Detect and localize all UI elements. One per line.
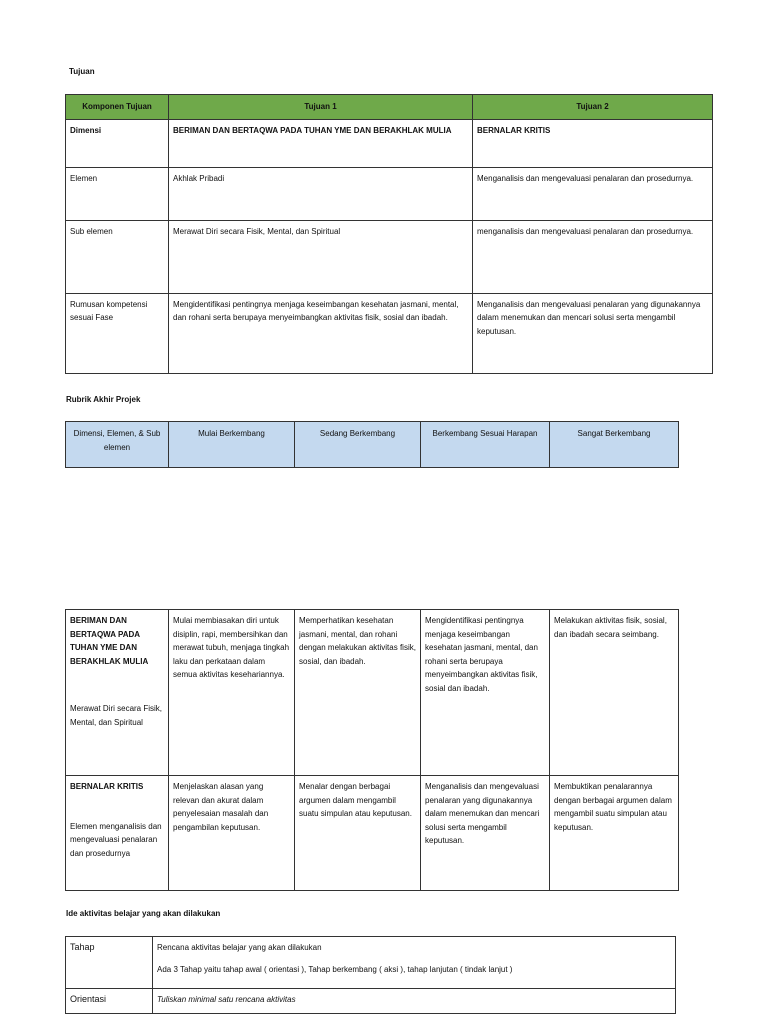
table-row (66, 119, 713, 167)
tujuan-2-cell: BERNALAR KRITIS (473, 119, 713, 167)
tujuan-2-cell: menganalisis dan mengevaluasi penalaran dan prosedurnya. (473, 220, 713, 293)
table-row (66, 220, 713, 293)
row-label: Rumusan kompetensi sesuai Fase (66, 293, 169, 373)
tujuan-heading: Tujuan (69, 67, 95, 76)
row-label: Dimensi (66, 119, 169, 167)
dimension-cell (66, 610, 169, 776)
tujuan-1-cell: Merawat Diri secara Fisik, Mental, dan Spiritual (169, 220, 473, 293)
tujuan-1-cell: Mengidentifikasi pentingnya menjaga keseimbangan kesehatan jasmani, mental, dan rohani serta berupaya menyeimbangkan aktivitas fisik, sosial dan ibadah. (169, 293, 473, 373)
table-row (66, 167, 713, 220)
tahap-content (153, 937, 676, 989)
row-label: Elemen (66, 167, 169, 220)
header-tujuan-1: Tujuan 1 (169, 95, 473, 120)
rubrik-header-row (66, 422, 679, 468)
tujuan-table (65, 94, 713, 374)
header-berkembang-sesuai-harapan: Berkembang Sesuai Harapan (421, 422, 550, 468)
sangat-berkembang-cell: Membuktikan penalarannya dengan berbagai argumen dalam mengambil suatu simpulan atau keputusan. (550, 776, 679, 891)
dimension-title: BERIMAN DAN BERTAQWA PADA TUHAN YME DAN BERAKHLAK MULIA (70, 616, 149, 666)
tujuan-header-row (66, 95, 713, 120)
row-label: Sub elemen (66, 220, 169, 293)
table-row (66, 989, 676, 1014)
tahap-line-2: Ada 3 Tahap yaitu tahap awal ( orientasi ), Tahap berkembang ( aksi ), tahap lanjutan ( tindak lanjut ) (157, 964, 513, 974)
dimension-cell (66, 776, 169, 891)
sub-element-text: Elemen menganalisis dan mengevaluasi penalaran dan prosedurnya (70, 821, 162, 858)
tujuan-2-cell: Menganalisis dan mengevaluasi penalaran yang digunakannya dalam menemukan dan mencari solusi serta mengambil keputusan. (473, 293, 713, 373)
header-sedang-berkembang: Sedang Berkembang (295, 422, 421, 468)
tujuan-1-cell: BERIMAN DAN BERTAQWA PADA TUHAN YME DAN BERAKHLAK MULIA (169, 119, 473, 167)
berkembang-sesuai-harapan-cell: Menganalisis dan mengevaluasi penalaran yang digunakannya dalam menemukan dan mencari solusi serta mengambil keputusan. (421, 776, 550, 891)
orientasi-content: Tuliskan minimal satu rencana aktivitas (153, 989, 676, 1014)
header-dimensi: Dimensi, Elemen, & Sub elemen (66, 422, 169, 468)
dimension-title: BERNALAR KRITIS (70, 782, 144, 791)
sub-element-text: Merawat Diri secara Fisik, Mental, dan Spiritual (70, 704, 163, 727)
sedang-berkembang-cell: Memperhatikan kesehatan jasmani, mental, dan rohani dengan melakukan aktivitas fisik, sosial, dan ibadah. (295, 610, 421, 776)
tahap-label: Tahap (66, 937, 153, 989)
sangat-berkembang-cell: Melakukan aktivitas fisik, sosial, dan ibadah secara seimbang. (550, 610, 679, 776)
rubrik-body-table (65, 609, 679, 891)
orientasi-label: Orientasi (66, 989, 153, 1014)
ide-aktivitas-heading: Ide aktivitas belajar yang akan dilakukan (66, 909, 221, 918)
table-row (66, 937, 676, 989)
table-row (66, 776, 679, 891)
tahap-line-1: Rencana aktivitas belajar yang akan dilakukan (157, 943, 322, 952)
mulai-berkembang-cell: Menjelaskan alasan yang relevan dan akurat dalam penyelesaian masalah dan pengambilan keputusan. (169, 776, 295, 891)
tujuan-1-cell: Akhlak Pribadi (169, 167, 473, 220)
aktivitas-table (65, 936, 676, 1014)
table-row (66, 610, 679, 776)
header-sangat-berkembang: Sangat Berkembang (550, 422, 679, 468)
berkembang-sesuai-harapan-cell: Mengidentifikasi pentingnya menjaga keseimbangan kesehatan jasmani, mental, dan rohani serta berupaya menyeimbangkan aktivitas fisik, sosial dan ibadah. (421, 610, 550, 776)
rubrik-heading: Rubrik Akhir Projek (66, 395, 141, 404)
rubrik-header-table (65, 421, 679, 468)
header-tujuan-2: Tujuan 2 (473, 95, 713, 120)
header-komponen: Komponen Tujuan (66, 95, 169, 120)
sedang-berkembang-cell: Menalar dengan berbagai argumen dalam mengambil suatu simpulan atau keputusan. (295, 776, 421, 891)
mulai-berkembang-cell: Mulai membiasakan diri untuk disiplin, rapi, membersihkan dan merawat tubuh, menjaga tingkah laku dan perkataan dalam semua aktivitas kesehariannya. (169, 610, 295, 776)
header-mulai-berkembang: Mulai Berkembang (169, 422, 295, 468)
tujuan-2-cell: Menganalisis dan mengevaluasi penalaran dan prosedurnya. (473, 167, 713, 220)
table-row (66, 293, 713, 373)
